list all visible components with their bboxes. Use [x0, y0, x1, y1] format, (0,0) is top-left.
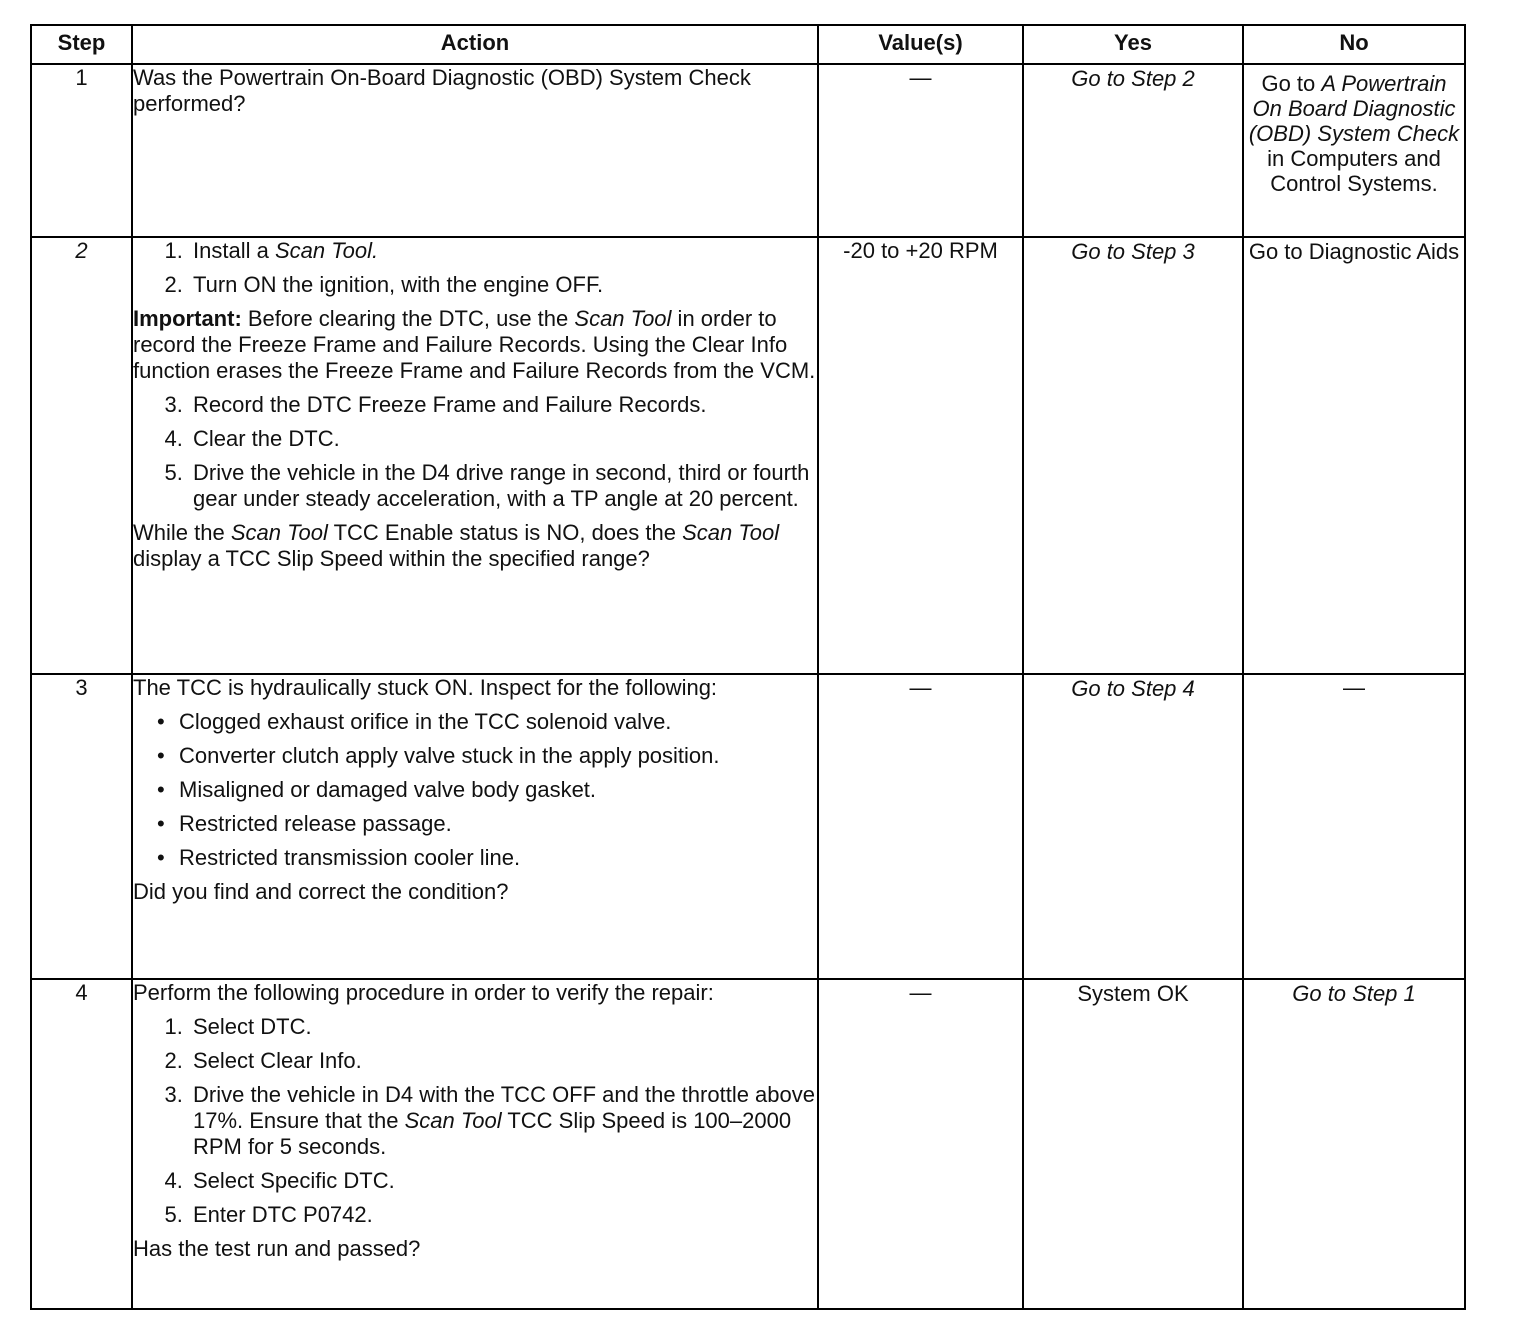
step-number: 2	[31, 237, 132, 674]
yes-cell	[1023, 64, 1243, 237]
header-values: Value(s)	[818, 25, 1023, 64]
header-step: Step	[31, 25, 132, 64]
value-cell	[818, 237, 1023, 674]
list-item: 2. Select Clear Info.	[189, 1048, 817, 1074]
step-number: 4	[31, 979, 132, 1309]
no-cell	[1243, 979, 1465, 1309]
action-question: Did you find and correct the condition?	[133, 879, 509, 904]
no-link[interactable]: Go to Step 1	[1292, 981, 1416, 1006]
action-question: While the Scan Tool TCC Enable status is NO, does the Scan Tool display a TCC Slip Speed within the specified range?	[133, 520, 780, 571]
list-item: • Converter clutch apply valve stuck in the apply position.	[179, 743, 817, 769]
no-link[interactable]: A Powertrain On Board Diagnostic (OBD) System Check	[1248, 71, 1460, 146]
list-item: 3. Drive the vehicle in D4 with the TCC OFF and the throttle above 17%. Ensure that the Scan Tool TCC Slip Speed is 100–2000 RPM for 5 seconds.	[189, 1082, 817, 1160]
value-text: —	[909, 675, 932, 700]
table-row-step-3	[31, 674, 1465, 979]
list-item: • Restricted release passage.	[179, 811, 817, 837]
action-cell	[132, 237, 818, 674]
yes-result: System OK	[1077, 981, 1189, 1006]
action-question: Was the Powertrain On-Board Diagnostic (OBD) System Check performed?	[133, 65, 751, 116]
list-item: 4. Select Specific DTC.	[189, 1168, 817, 1194]
step-number: 3	[31, 674, 132, 979]
value-cell	[818, 674, 1023, 979]
value-text: -20 to +20 RPM	[843, 238, 998, 263]
action-intro: Perform the following procedure in order to verify the repair:	[133, 980, 714, 1005]
header-no: No	[1243, 25, 1465, 64]
action-intro: The TCC is hydraulically stuck ON. Inspect for the following:	[133, 675, 718, 700]
list-item: • Clogged exhaust orifice in the TCC solenoid valve.	[179, 709, 817, 735]
yes-cell	[1023, 674, 1243, 979]
important-note: Important: Before clearing the DTC, use the Scan Tool in order to record the Freeze Frame and Failure Records. Using the Clear Info function erases the Freeze Frame and Failure Records from the VCM.	[133, 306, 816, 383]
procedure-list	[133, 1014, 817, 1228]
yes-cell	[1023, 237, 1243, 674]
no-cell	[1243, 64, 1465, 237]
list-item: 4. Clear the DTC.	[189, 426, 817, 452]
header-yes: Yes	[1023, 25, 1243, 64]
action-cell	[132, 64, 818, 237]
action-cell	[132, 674, 818, 979]
yes-cell	[1023, 979, 1243, 1309]
list-item: 1. Select DTC.	[189, 1014, 817, 1040]
procedure-list	[133, 238, 817, 298]
list-item: • Misaligned or damaged valve body gasket.	[179, 777, 817, 803]
yes-link[interactable]: Go to Step 4	[1071, 676, 1195, 701]
procedure-list	[133, 392, 817, 512]
inspection-list	[133, 709, 817, 871]
no-link[interactable]: Go to Diagnostic Aids	[1248, 239, 1460, 264]
list-item: 2. Turn ON the ignition, with the engine OFF.	[189, 272, 817, 298]
important-label: Important:	[133, 306, 242, 331]
table-row-step-4	[31, 979, 1465, 1309]
step-number: 1	[31, 64, 132, 237]
list-item: 1. Install a Scan Tool.	[189, 238, 817, 264]
yes-link[interactable]: Go to Step 3	[1071, 239, 1195, 264]
no-cell	[1243, 674, 1465, 979]
no-cell	[1243, 237, 1465, 674]
value-text: —	[909, 980, 932, 1005]
table-row-step-2	[31, 237, 1465, 674]
header-row	[31, 25, 1465, 64]
list-item: 3. Record the DTC Freeze Frame and Failure Records.	[189, 392, 817, 418]
yes-link[interactable]: Go to Step 2	[1071, 66, 1195, 91]
value-cell	[818, 64, 1023, 237]
no-text: —	[1343, 675, 1365, 700]
no-suffix: in Computers and Control Systems.	[1267, 146, 1441, 196]
action-cell	[132, 979, 818, 1309]
header-action: Action	[132, 25, 818, 64]
list-item: 5. Drive the vehicle in the D4 drive range in second, third or fourth gear under steady acceleration, with a TP angle at 20 percent.	[189, 460, 817, 512]
list-item: • Restricted transmission cooler line.	[179, 845, 817, 871]
table-row-step-1	[31, 64, 1465, 237]
list-item: 5. Enter DTC P0742.	[189, 1202, 817, 1228]
no-prefix: Go to	[1261, 71, 1322, 96]
action-question: Has the test run and passed?	[133, 1236, 421, 1261]
value-cell	[818, 979, 1023, 1309]
value-text: —	[909, 65, 932, 90]
diagnostic-table	[30, 24, 1466, 1310]
